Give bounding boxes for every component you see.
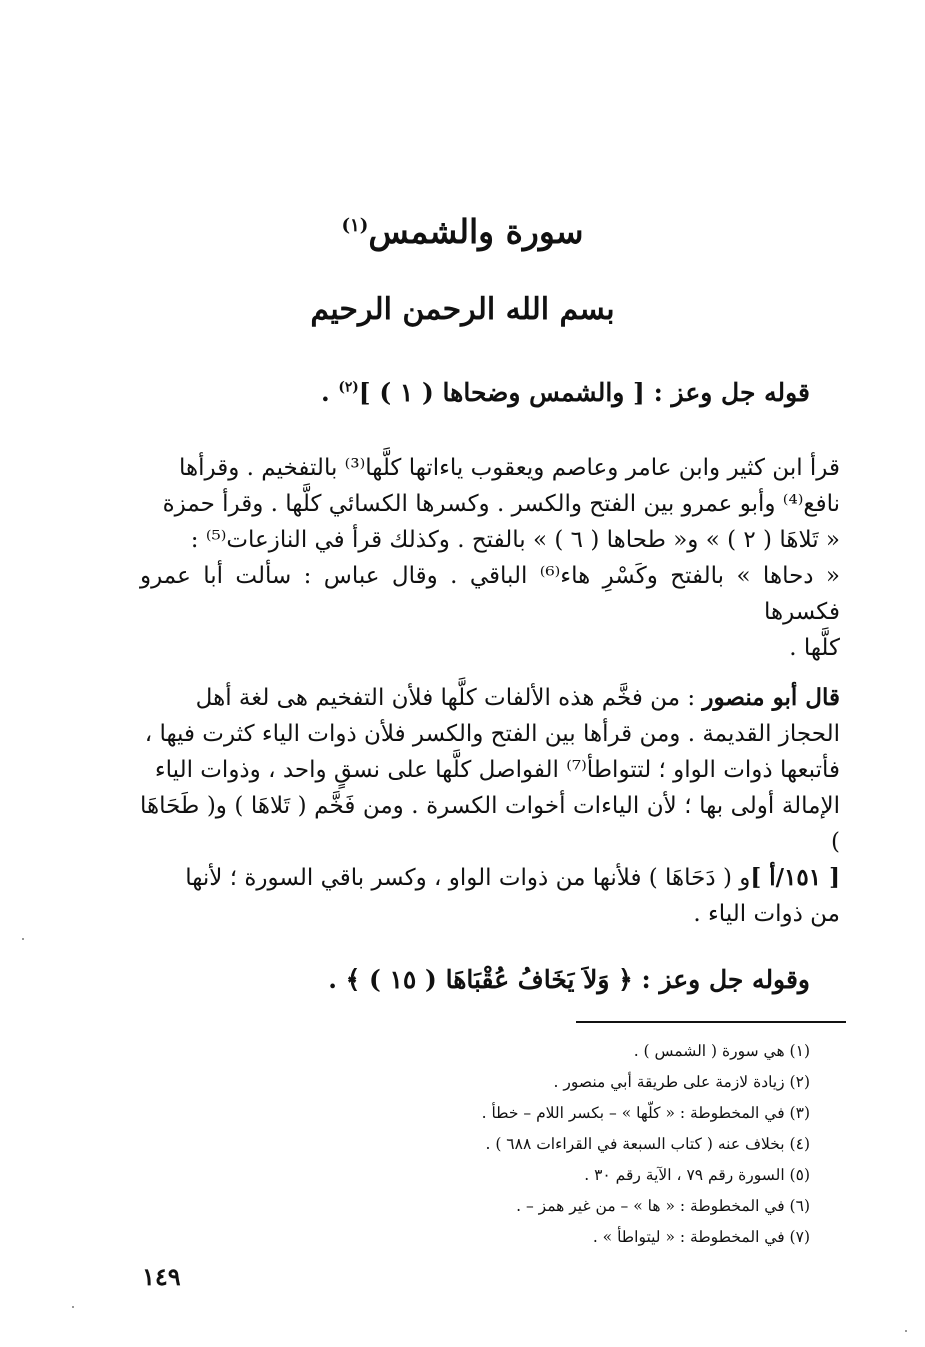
paragraph-line: قرأ ابن كثير وابن عامر وعاصم ويعقوب ياءاتها كلَّها⁽³⁾ بالتفخيم . وقرأها [179,455,840,481]
scan-speck [22,938,24,940]
surah-title-text: سورة والشمس [368,212,584,251]
paragraph-line-rest: و ( دَحَاهَا ) فلأنها من ذوات الواو ، وكسر باقي السورة ؛ لأنها [185,865,751,891]
verse-heading-1-text: قوله جل وعز : [ والشمس وضحاها ( ١ ) ] [358,378,810,407]
scan-speck [905,1330,907,1332]
footnotes [330,1036,810,1253]
paragraph-line: « دحاها » بالفتح وكَسْرِ هاء⁽⁶⁾ الباقي . وقال عباس : سألت أبا عمرو فكسرها [140,563,840,625]
verse-heading-1-end: . [320,378,339,407]
paragraph-line-rest: : من فخَّم هذه الألفات كلَّها فلأن التفخيم هى لغة أهل [195,685,696,711]
paragraph-line: الإمالة أولى بها ؛ لأن الياءات أخوات الكسرة . ومن فَخَّم ( تَلاهَا ) و( طَحَاهَا ) [140,793,840,855]
surah-title-note: (١) [341,215,369,236]
paragraph-line: الحجاز القديمة . ومن قرأها بين الفتح والكسر فلأن ذوات الياء كثرت فيها ، [144,721,840,747]
surah-title [0,212,925,251]
paragraph-line: من ذوات الياء . [693,901,840,927]
paragraph-line: نافع⁽⁴⁾ وأبو عمرو بين الفتح والكسر . وكسرها الكسائي كلَّها . وقرأ حمزة [162,491,840,517]
paragraph-line: فأتبعها ذوات الواو ؛ لتتواطأ⁽⁷⁾ الفواصل كلَّها على نسقٍ واحد ، وذوات الياء [154,757,840,783]
paragraph-line: « تَلاهَا ( ٢ ) » و« طحاها ( ٦ ) » بالفتح . وكذلك قرأ في النازعات⁽⁵⁾ : [190,527,840,553]
page-number: ١٤٩ [142,1262,181,1291]
paragraph-abu-mansur [140,680,840,932]
paragraph-line: كلَّها . [789,635,840,661]
paragraph-line [140,860,840,896]
footnote-item: (٢) زيادة لازمة على طريقة أبي منصور . [553,1073,810,1091]
footnote-item: (٦) في المخطوطة : « ها » – من غير همز – . [516,1197,810,1215]
paragraph-line [140,680,840,716]
footnote-item: (١) هي سورة ( الشمس ) . [633,1042,810,1060]
basmala: بسم الله الرحمن الرحيم [310,292,615,327]
paragraph-readings [140,450,840,666]
verse-heading-1 [110,378,810,407]
verse-heading-15: وقوله جل وعز : ﴿ وَلاَ يَخَافُ عُقْبَاهَا ( ١٥ ) ﴾ . [328,965,810,994]
speaker-name: قال أبو منصور [702,684,840,711]
scan-speck [72,1306,74,1308]
footnote-item: (٤) بخلاف عنه ( كتاب السبعة في القراءات ٦٨٨ ) . [485,1135,810,1153]
verse-heading-1-note: (٢) [338,379,359,396]
folio-marker: [ ١٥١/أ ] [750,864,840,891]
footnote-item: (٥) السورة رقم ٧٩ ، الآية رقم ٣٠ . [584,1166,810,1184]
footnote-item: (٧) في المخطوطة : « ليتواطأ » . [592,1228,810,1246]
footnote-separator [576,1021,846,1023]
footnote-item: (٣) في المخطوطة : « كلّها » – بكسر اللام – خطأ . [481,1104,810,1122]
